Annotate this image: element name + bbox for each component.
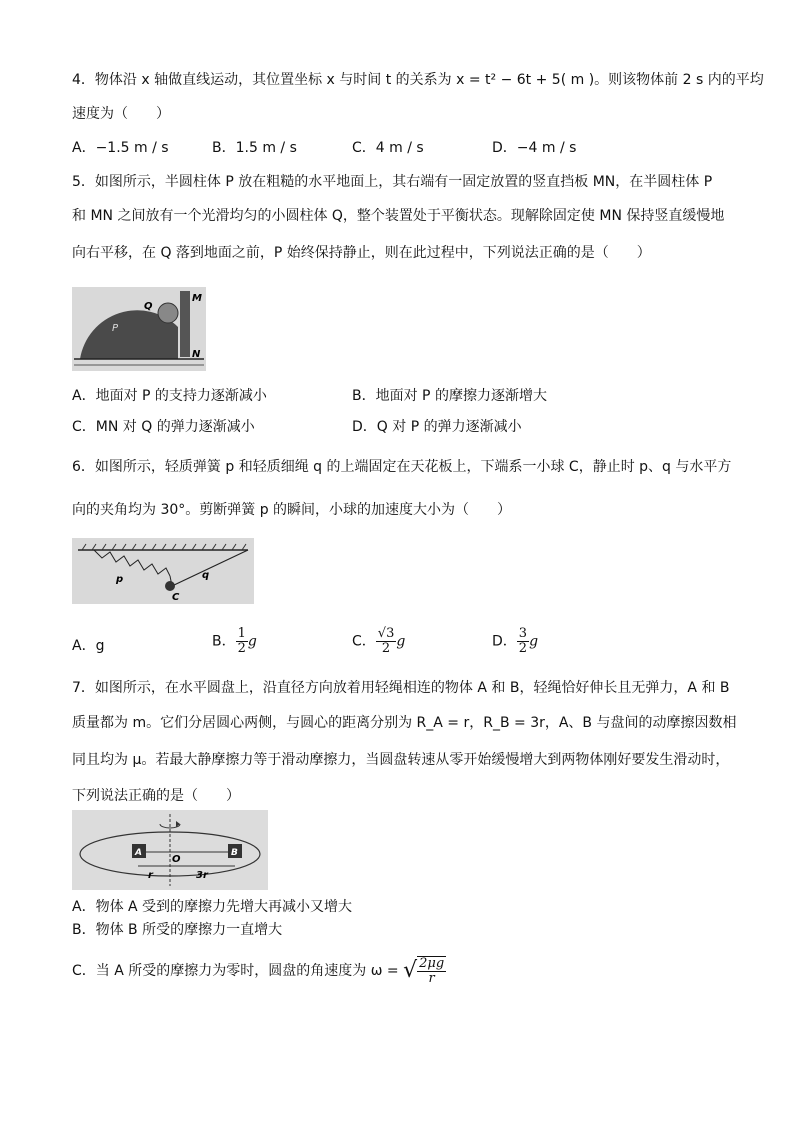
q4-option-a: A．−1.5 m / s <box>72 140 169 156</box>
small-cylinder-q <box>158 303 178 323</box>
q6-option-d-den: 2 <box>518 641 528 656</box>
q4-option-b: B．1.5 m / s <box>212 140 297 156</box>
q7-option-c-prefix: C．当 A 所受的摩擦力为零时，圆盘的角速度为 ω = <box>72 963 399 979</box>
q6-option-c <box>352 627 405 656</box>
sqrt-sign: √ <box>403 958 418 983</box>
q5-option-d: D．Q 对 P 的弹力逐渐减小 <box>352 419 522 435</box>
q7-option-b: B．物体 B 所受的摩擦力一直增大 <box>72 922 283 938</box>
q7-option-c-num: 2μg <box>419 956 445 971</box>
q6-figure <box>72 538 254 604</box>
label-r: r <box>148 870 153 881</box>
q5-stem-line3: 向右平移，在 Q 落到地面之前，P 始终保持静止，则在此过程中，下列说法正确的是（ ） <box>72 245 651 261</box>
q7-option-c <box>72 956 446 986</box>
q7-option-c-den: r <box>428 971 435 986</box>
ball-c <box>165 581 175 591</box>
q6-option-b-fraction <box>236 627 248 656</box>
label-c: C <box>172 592 180 603</box>
q7-figure <box>72 810 268 890</box>
q6-option-c-den: 2 <box>381 641 391 656</box>
label-o: O <box>172 854 181 865</box>
q4-stem-line2: 速度为（ ） <box>72 106 170 122</box>
label-a: A <box>135 848 142 858</box>
q5-stem-line2: 和 MN 之间放有一个光滑均匀的小圆柱体 Q，整个装置处于平衡状态。现解除固定使 MN 保持竖直缓慢地 <box>72 208 725 224</box>
q6-option-b-den: 2 <box>237 641 246 656</box>
q7-option-a: A．物体 A 受到的摩擦力先增大再减小又增大 <box>72 899 353 915</box>
q7-stem-line2: 质量都为 m。它们分居圆心两侧，与圆心的距离分别为 R_A = r，R_B = 3r，A、B 与盘间的动摩擦因数相 <box>72 715 737 731</box>
q4-stem-line1: 4．物体沿 x 轴做直线运动，其位置坐标 x 与时间 t 的关系为 x = t² − 6t + 5( m )。则该物体前 2 s 内的平均 <box>72 72 764 88</box>
q6-option-d-prefix: D． <box>492 633 517 650</box>
q6-option-d-fraction <box>517 627 529 656</box>
q6-option-b-num: 1 <box>237 626 246 641</box>
q4-option-d: D．−4 m / s <box>492 140 577 156</box>
q7-stem-line4: 下列说法正确的是（ ） <box>72 788 240 804</box>
q4-option-c: C．4 m / s <box>352 140 424 156</box>
label-n: N <box>192 349 201 360</box>
label-p: P <box>112 323 119 334</box>
q6-option-b <box>212 627 257 656</box>
q5-option-c: C．MN 对 Q 的弹力逐渐减小 <box>72 419 255 435</box>
q6-stem-line2: 向的夹角均为 30°。剪断弹簧 p 的瞬间，小球的加速度大小为（ ） <box>72 502 512 518</box>
q6-option-a: A．g <box>72 638 105 654</box>
q5-option-b: B．地面对 P 的摩擦力逐渐增大 <box>352 388 547 404</box>
q6-option-c-prefix: C． <box>352 633 376 650</box>
q7-option-c-fraction <box>417 956 446 986</box>
label-m: M <box>192 293 202 304</box>
q6-stem-line1: 6．如图所示，轻质弹簧 p 和轻质细绳 q 的上端固定在天花板上，下端系一小球 C，静止时 p、q 与水平方 <box>72 459 732 475</box>
q7-stem-line3: 同且均为 μ。若最大静摩擦力等于滑动摩擦力，当圆盘转速从零开始缓慢增大到两物体刚好要发生滑动时， <box>72 752 730 768</box>
q6-option-c-fraction <box>376 627 397 656</box>
q6-option-d-num: 3 <box>518 626 528 641</box>
label-q: q <box>202 570 210 581</box>
baffle-mn <box>180 291 190 357</box>
q5-figure <box>72 287 206 371</box>
q6-option-c-suffix: g <box>396 633 406 650</box>
q5-stem-line1: 5．如图所示，半圆柱体 P 放在粗糙的水平地面上，其右端有一固定放置的竖直挡板 MN，在半圆柱体 P <box>72 174 713 190</box>
label-p: p <box>116 574 124 585</box>
q6-option-c-num: √3 <box>377 626 395 641</box>
label-3r: 3r <box>196 870 208 881</box>
q6-option-b-prefix: B． <box>212 633 236 650</box>
q6-option-b-suffix: g <box>247 633 257 650</box>
label-q: Q <box>144 301 153 312</box>
q7-stem-line1: 7．如图所示，在水平圆盘上，沿直径方向放着用轻绳相连的物体 A 和 B，轻绳恰好伸长且无弹力，A 和 B <box>72 680 730 696</box>
q6-option-d-suffix: g <box>529 633 539 650</box>
q5-option-a: A．地面对 P 的支持力逐渐减小 <box>72 388 267 404</box>
label-b: B <box>231 848 238 858</box>
q6-option-d <box>492 627 538 656</box>
